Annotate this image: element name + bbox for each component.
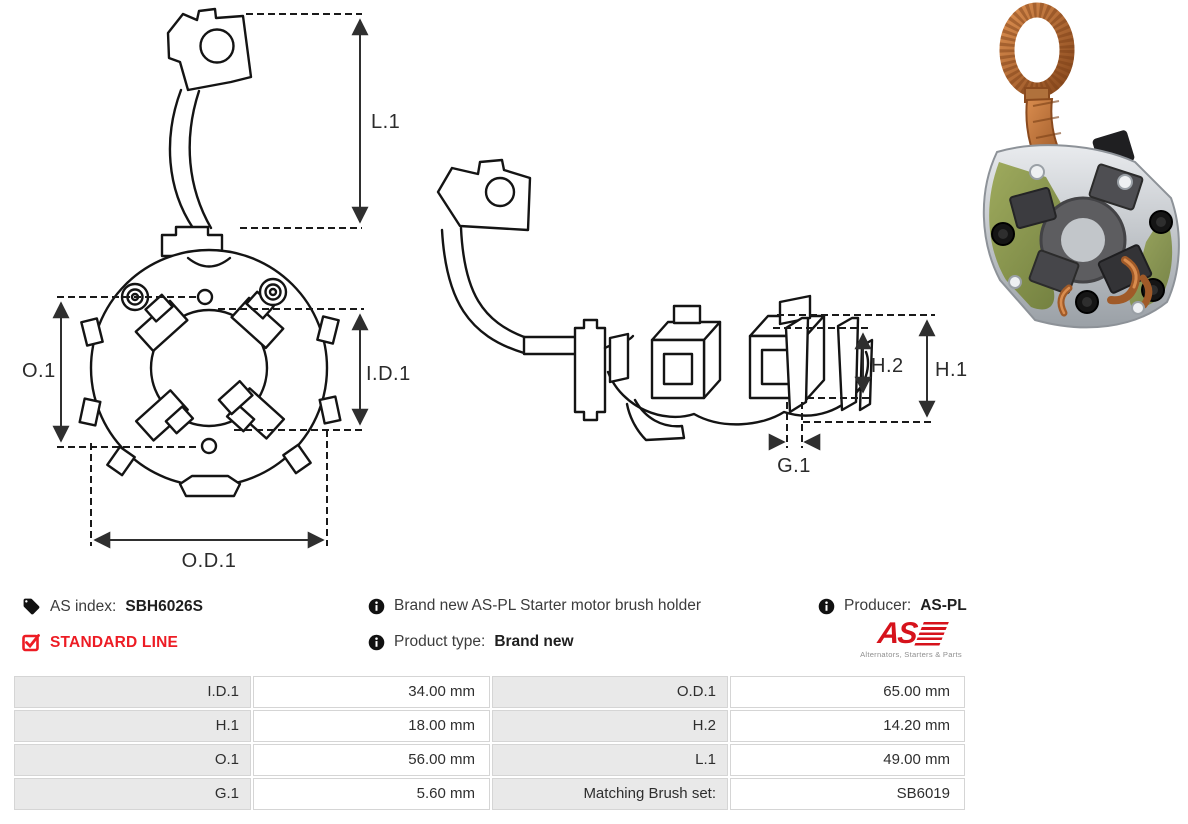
as-pl-logo: [845, 616, 977, 659]
spec-table: [14, 676, 967, 812]
info-icon: [818, 598, 835, 615]
standard-line-badge: STANDARD LINE: [50, 633, 179, 651]
producer-value: AS-PL: [920, 597, 967, 614]
spec-label: O.1: [14, 744, 251, 776]
spec-value: 18.00 mm: [253, 710, 490, 742]
producer-row: [818, 597, 967, 615]
spec-value: 65.00 mm: [730, 676, 965, 708]
description-row: [368, 597, 701, 615]
spec-label: O.D.1: [492, 676, 728, 708]
front-view-drawing: [0, 0, 440, 578]
dimension-label-od1: O.D.1: [181, 550, 237, 572]
terminal-lug: [438, 160, 530, 230]
spec-row: [14, 744, 967, 776]
side-view-drawing: [430, 150, 978, 485]
spec-label: H.1: [14, 710, 251, 742]
as-index-row: [22, 597, 203, 616]
standard-line-row: [22, 633, 178, 652]
spec-row: [14, 710, 967, 742]
spec-label: Matching Brush set:: [492, 778, 728, 810]
dimension-label-g1: G.1: [777, 455, 811, 477]
tag-icon: [22, 597, 41, 616]
spec-value: 49.00 mm: [730, 744, 965, 776]
spec-value: 5.60 mm: [253, 778, 490, 810]
product-description: Brand new AS-PL Starter motor brush holder: [394, 597, 701, 614]
product-type-row: [368, 633, 574, 651]
product-type-value: Brand new: [494, 633, 574, 650]
as-index-value: SBH6026S: [125, 597, 203, 615]
logo-as-text: AS: [876, 617, 918, 650]
spec-value: SB6019: [730, 778, 965, 810]
product-photo: [975, 2, 1185, 330]
spec-label: G.1: [14, 778, 251, 810]
spec-value: 56.00 mm: [253, 744, 490, 776]
product-type-label: Product type:: [394, 633, 486, 650]
lead-wire: [524, 337, 576, 354]
producer-label: Producer:: [844, 597, 912, 614]
dimension-label-h2: H.2: [871, 355, 904, 377]
spec-label: H.2: [492, 710, 728, 742]
checked-checkbox-icon: [22, 633, 41, 652]
brush-element: [786, 318, 808, 412]
info-icon: [368, 634, 385, 651]
mount-flange: [575, 320, 605, 420]
spec-row: [14, 778, 967, 810]
logo-stripes: [914, 622, 949, 646]
spec-label: I.D.1: [14, 676, 251, 708]
spec-value: 14.20 mm: [730, 710, 965, 742]
dimension-label-id1: I.D.1: [366, 363, 411, 385]
terminal-hole: [201, 30, 234, 63]
as-index-label: AS index:: [50, 597, 117, 615]
spec-label: L.1: [492, 744, 728, 776]
info-icon: [368, 598, 385, 615]
logo-tagline: Alternators, Starters & Parts: [860, 650, 962, 659]
spec-row: [14, 676, 967, 708]
spec-value: 34.00 mm: [253, 676, 490, 708]
terminal-hole: [486, 178, 514, 206]
dimension-label-o1: O.1: [22, 360, 56, 382]
dimension-label-l1: L.1: [371, 111, 401, 133]
dimension-label-h1: H.1: [935, 359, 968, 381]
